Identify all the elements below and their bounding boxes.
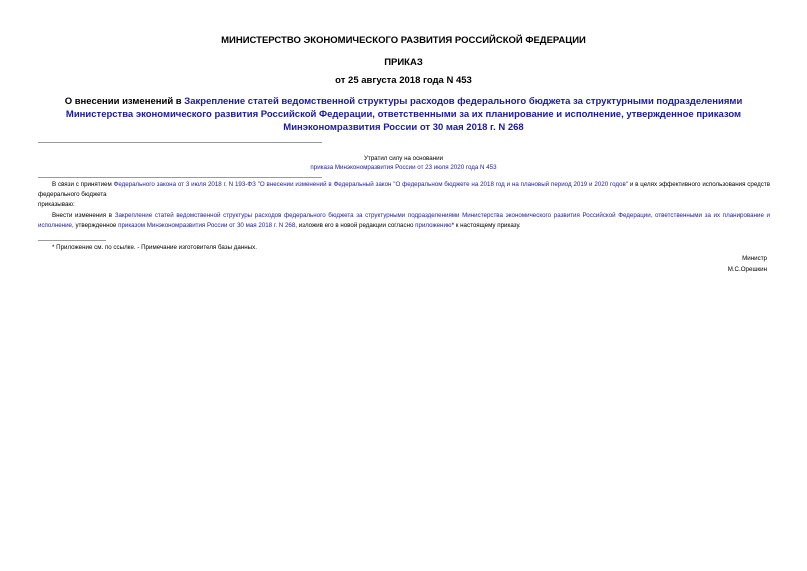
signature-position: Министр — [742, 255, 767, 262]
title-link[interactable]: Закрепление статей ведомственной структуры расходов федерального бюджета за структурными подразделениями Министерства экономического развития Российской Федерации, ответственными за их планирование и исполнение, утвержденное приказом Минэкономразвития России от 30 мая 2018 г. N 268 — [65, 96, 743, 133]
p1-prefix: В связи с принятием — [52, 181, 114, 188]
doc-type-heading: ПРИКАЗ — [384, 57, 423, 68]
p3-order-link[interactable]: приказом Минэкономразвития России от 30 мая 2018 г. N 268 — [118, 222, 296, 229]
divider-top — [38, 142, 322, 143]
p3-appendix-link[interactable]: приложению — [415, 222, 452, 229]
signature-name: М.С.Орешкин — [727, 266, 767, 273]
paragraph-2: приказываю: — [38, 201, 75, 208]
doc-date-number: от 25 августа 2018 года N 453 — [335, 75, 472, 86]
divider-middle — [38, 177, 322, 178]
title-prefix: О внесении изменений в — [64, 96, 185, 107]
p1-law-link[interactable]: Федерального закона от 3 июля 2018 г. N 193-ФЗ "О внесении изменений в Федеральный закон "О федеральном бюджете на 2018 год и на плановый период 2019 и 2020 годов" — [113, 181, 628, 188]
lost-force-label: Утратил силу на основании — [363, 155, 444, 162]
p1-suffix: и в целях эффективного использования средств федерального бюджета — [38, 181, 770, 198]
footnote-divider — [38, 240, 106, 241]
p3-prefix: Внести изменения в — [52, 212, 115, 219]
paragraph-3 — [38, 211, 770, 231]
lost-force-link[interactable]: приказа Минэкономразвития России от 23 июля 2020 года N 453 — [310, 164, 497, 171]
ministry-heading: МИНИСТЕРСТВО ЭКОНОМИЧЕСКОГО РАЗВИТИЯ РОССИЙСКОЙ ФЕДЕРАЦИИ — [221, 35, 586, 46]
document-title — [30, 95, 777, 134]
p3-suffix: * к настоящему приказу. — [451, 222, 521, 229]
paragraph-1 — [38, 180, 770, 200]
p3-mid2: , изложив его в новой редакции согласно — [295, 222, 416, 229]
p3-structure-link[interactable]: Закрепление статей ведомственной структуры расходов федерального бюджета за структурными подразделениями Министерства экономического развития Российской Федерации, ответственными за их планирование и исполнение — [38, 212, 771, 229]
footnote-text: * Приложение см. по ссылке. - Примечание изготовителя базы данных. — [52, 244, 257, 251]
p3-mid: , утвержденное — [72, 222, 119, 229]
